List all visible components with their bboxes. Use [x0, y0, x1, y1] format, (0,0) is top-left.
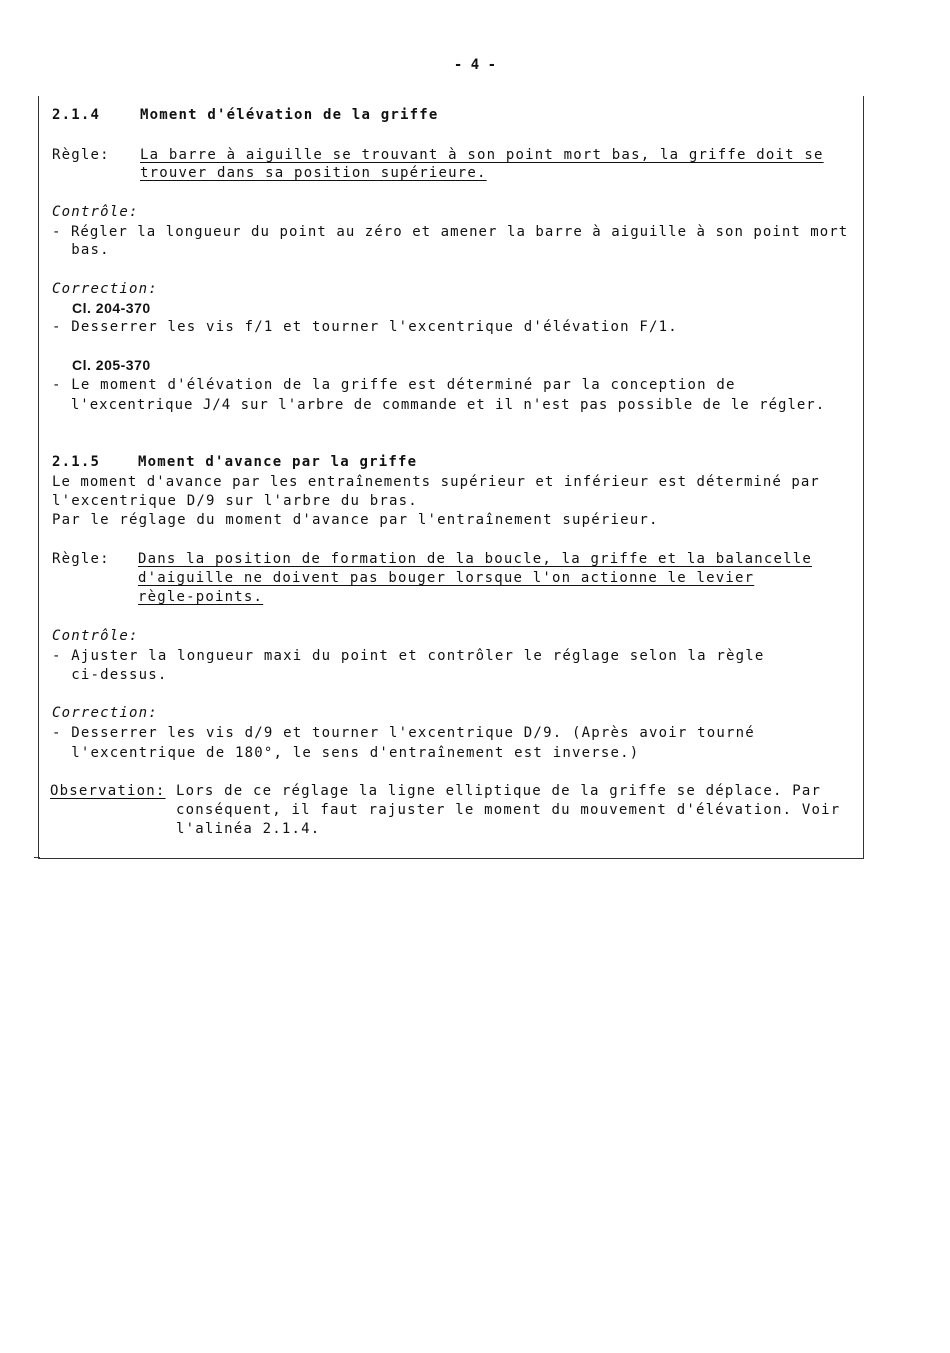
section-215-observation-line-2: conséquent, il faut rajuster le moment du mouvement d'élévation. Voir: [176, 802, 841, 818]
section-214-regle-line-1: La barre à aiguille se trouvant à son point mort bas, la griffe doit se: [140, 147, 824, 163]
section-215-regle-label: Règle:: [52, 551, 110, 567]
section-214-cl2-label: Cl. 205-370: [72, 357, 151, 373]
section-215-controle-label: Contrôle:: [52, 628, 139, 644]
section-215-regle-line-1: Dans la position de formation de la boucle, la griffe et la balancelle: [138, 551, 813, 567]
section-215-number: 2.1.5: [52, 454, 101, 470]
section-214-cl1-line: - Desserrer les vis f/1 et tourner l'excentrique d'élévation F/1.: [52, 319, 678, 335]
section-214-cl2-line-1: - Le moment d'élévation de la griffe est déterminé par la conception de: [52, 377, 736, 393]
section-214-controle-line-2: bas.: [52, 242, 110, 258]
section-215-correction-line-2: l'excentrique de 180°, le sens d'entraînement est inverse.): [52, 745, 640, 761]
section-214-number: 2.1.4: [52, 107, 101, 123]
section-215-regle-line-3: règle-points.: [138, 589, 264, 605]
section-215-controle-line-1: - Ajuster la longueur maxi du point et contrôler le réglage selon la règle: [52, 648, 765, 664]
section-214-cl1-label: Cl. 204-370: [72, 300, 151, 316]
section-214-regle-label: Règle:: [52, 147, 110, 163]
section-214-correction-label: Correction:: [52, 281, 158, 297]
section-214-cl2-line-2: l'excentrique J/4 sur l'arbre de commande et il n'est pas possible de le régler.: [52, 397, 826, 413]
page-number: - 4 -: [453, 57, 497, 73]
section-215-observation-line-3: l'alinéa 2.1.4.: [176, 821, 321, 837]
section-215-correction-line-1: - Desserrer les vis d/9 et tourner l'excentrique D/9. (Après avoir tourné: [52, 725, 755, 741]
section-215-intro-line-2: l'excentrique D/9 sur l'arbre du bras.: [52, 493, 418, 509]
section-214-controle-label: Contrôle:: [52, 204, 139, 220]
section-215-title: Moment d'avance par la griffe: [138, 454, 418, 470]
section-215-regle-line-2: d'aiguille ne doivent pas bouger lorsque l'on actionne le levier: [138, 570, 755, 586]
section-214-title: Moment d'élévation de la griffe: [140, 107, 439, 123]
section-214-regle-line-2: trouver dans sa position supérieure.: [140, 165, 487, 181]
section-214-controle-line-1: - Régler la longueur du point au zéro et amener la barre à aiguille à son point mort: [52, 224, 849, 240]
section-215-intro-line-1: Le moment d'avance par les entraînements supérieur et inférieur est déterminé par: [52, 474, 820, 490]
section-215-observation-line-1: Lors de ce réglage la ligne elliptique de la griffe se déplace. Par: [176, 783, 822, 799]
section-215-intro-line-3: Par le réglage du moment d'avance par l'entraînement supérieur.: [52, 512, 659, 528]
section-215-observation-label: Observation:: [50, 783, 166, 799]
section-215-controle-line-2: ci-dessus.: [52, 667, 168, 683]
section-215-correction-label: Correction:: [52, 705, 158, 721]
frame-corner: [34, 857, 40, 858]
